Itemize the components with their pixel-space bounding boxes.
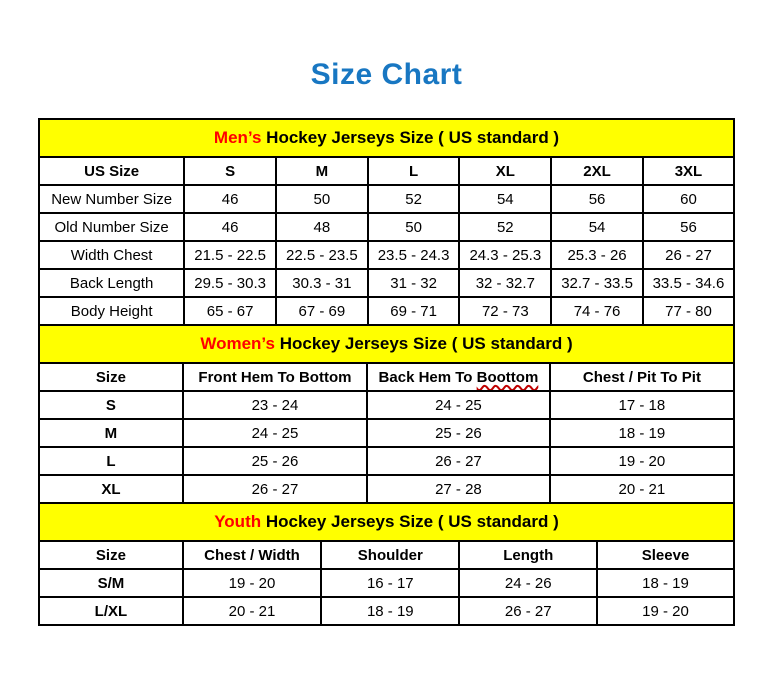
column-header: Front Hem To Bottom [183,363,367,391]
table-row [39,597,734,625]
column-header: Sleeve [597,541,734,569]
size-value-cell: 56 [551,185,643,213]
row-label: L/XL [39,597,183,625]
mens-size-table [38,118,735,326]
size-value-cell: 20 - 21 [550,475,734,503]
table-row [39,241,734,269]
size-value-cell: 50 [368,213,460,241]
size-chart-sheet [38,0,735,626]
column-header: S [184,157,276,185]
row-label: XL [39,475,183,503]
row-label: M [39,419,183,447]
size-value-cell: 18 - 19 [597,569,734,597]
heading-accent: Women’s [200,334,275,353]
size-value-cell: 72 - 73 [459,297,551,325]
column-header: Size [39,541,183,569]
row-label: Body Height [39,297,184,325]
misspelled-word: Boottom [476,368,539,386]
column-header: Shoulder [321,541,459,569]
column-header: Chest / Pit To Pit [550,363,734,391]
table-row [39,297,734,325]
heading-accent: Youth [214,512,262,531]
mens-heading-row [39,119,734,157]
size-value-cell: 33.5 - 34.6 [643,269,734,297]
size-value-cell: 22.5 - 23.5 [276,241,368,269]
heading-rest: Hockey Jerseys Size ( US standard ) [274,334,573,353]
size-value-cell: 17 - 18 [550,391,734,419]
womens-header-row [39,363,734,391]
row-label: New Number Size [39,185,184,213]
size-value-cell: 20 - 21 [183,597,321,625]
size-value-cell: 23 - 24 [183,391,367,419]
heading-rest: Hockey Jerseys Size ( US standard ) [261,128,560,147]
table-row [39,475,734,503]
row-label: Old Number Size [39,213,184,241]
youth-size-table [38,502,735,626]
size-value-cell: 26 - 27 [643,241,734,269]
size-value-cell: 32.7 - 33.5 [551,269,643,297]
column-header: M [276,157,368,185]
size-value-cell: 26 - 27 [367,447,550,475]
row-label: Width Chest [39,241,184,269]
size-value-cell: 46 [184,185,276,213]
size-value-cell: 25 - 26 [183,447,367,475]
table-row [39,569,734,597]
size-value-cell: 74 - 76 [551,297,643,325]
row-label: S [39,391,183,419]
size-value-cell: 29.5 - 30.3 [184,269,276,297]
youth-header-row [39,541,734,569]
column-header: 3XL [643,157,734,185]
table-row [39,269,734,297]
size-value-cell: 65 - 67 [184,297,276,325]
size-value-cell: 67 - 69 [276,297,368,325]
table-row [39,391,734,419]
size-value-cell: 32 - 32.7 [459,269,551,297]
table-row [39,213,734,241]
column-header [367,363,550,391]
size-value-cell: 24 - 26 [459,569,597,597]
size-value-cell: 30.3 - 31 [276,269,368,297]
column-header: XL [459,157,551,185]
size-value-cell: 26 - 27 [459,597,597,625]
column-header: L [368,157,460,185]
size-value-cell: 24 - 25 [183,419,367,447]
size-value-cell: 60 [643,185,734,213]
column-header: US Size [39,157,184,185]
womens-size-table [38,324,735,504]
size-value-cell: 52 [459,213,551,241]
size-value-cell: 19 - 20 [597,597,734,625]
size-value-cell: 46 [184,213,276,241]
column-header: Length [459,541,597,569]
heading-rest: Hockey Jerseys Size ( US standard ) [261,512,559,531]
size-value-cell: 56 [643,213,734,241]
womens-heading-row [39,325,734,363]
size-value-cell: 19 - 20 [550,447,734,475]
size-value-cell: 25.3 - 26 [551,241,643,269]
page-title: Size Chart [310,58,463,91]
size-value-cell: 25 - 26 [367,419,550,447]
table-row [39,419,734,447]
size-value-cell: 18 - 19 [550,419,734,447]
column-header: 2XL [551,157,643,185]
size-value-cell: 77 - 80 [643,297,734,325]
heading-accent: Men’s [213,128,262,147]
row-label: Back Length [39,269,184,297]
table-row [39,447,734,475]
youth-heading-row [39,503,734,541]
youth-section-heading [39,503,734,541]
size-value-cell: 21.5 - 22.5 [184,241,276,269]
size-value-cell: 50 [276,185,368,213]
size-value-cell: 54 [551,213,643,241]
size-value-cell: 31 - 32 [368,269,460,297]
row-label: S/M [39,569,183,597]
size-value-cell: 23.5 - 24.3 [368,241,460,269]
size-value-cell: 52 [368,185,460,213]
row-label: L [39,447,183,475]
mens-header-row [39,157,734,185]
size-value-cell: 54 [459,185,551,213]
mens-section-heading [39,119,734,157]
size-value-cell: 19 - 20 [183,569,321,597]
header-text: Back Hem To [378,368,477,386]
size-value-cell: 69 - 71 [368,297,460,325]
size-value-cell: 16 - 17 [321,569,459,597]
size-value-cell: 26 - 27 [183,475,367,503]
size-value-cell: 48 [276,213,368,241]
column-header: Chest / Width [183,541,321,569]
size-value-cell: 27 - 28 [367,475,550,503]
size-value-cell: 24 - 25 [367,391,550,419]
size-value-cell: 24.3 - 25.3 [459,241,551,269]
column-header: Size [39,363,183,391]
table-row [39,185,734,213]
womens-section-heading [39,325,734,363]
size-value-cell: 18 - 19 [321,597,459,625]
